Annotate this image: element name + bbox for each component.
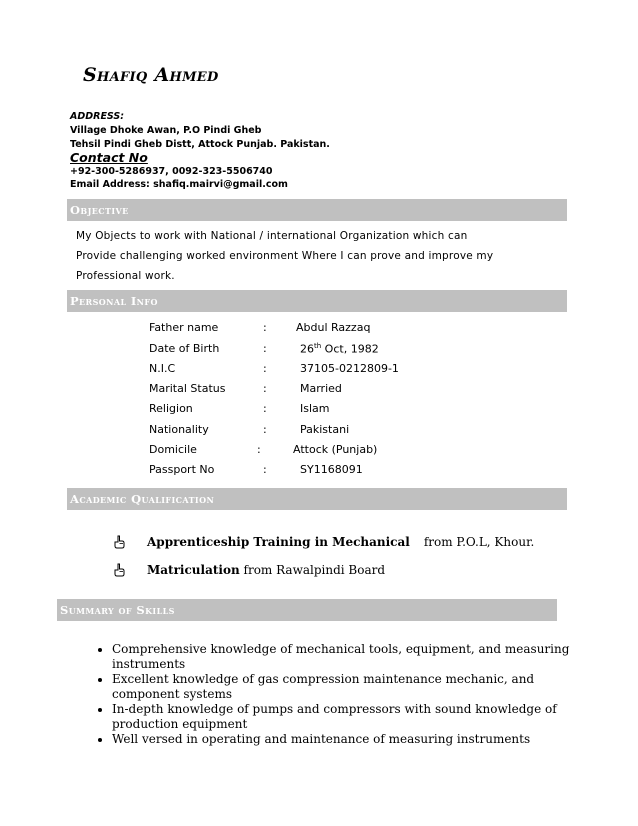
email-address: Email Address: shafiq.mairvi@gmail.com	[70, 179, 288, 190]
personal-value: Islam	[300, 402, 330, 415]
contact-label: Contact No	[70, 150, 148, 165]
personal-value: SY1168091	[300, 463, 363, 476]
skills-section-bar	[57, 599, 557, 621]
personal-label: N.I.C	[149, 362, 176, 375]
skill-item: • Excellent knowledge of gas compression maintenance mechanic, and component systems	[112, 672, 602, 702]
skills-list	[75, 642, 602, 747]
personal-colon: :	[263, 362, 267, 375]
pointing-hand-icon	[113, 535, 125, 549]
personal-colon: :	[263, 321, 267, 334]
personal-value: 37105-0212809-1	[300, 362, 399, 375]
personal-label: Nationality	[149, 423, 209, 436]
address-line-1: Village Dhoke Awan, P.O Pindi Gheb	[70, 125, 262, 136]
academic-item: Matriculation from Rawalpindi Board	[147, 563, 386, 577]
personal-colon: :	[263, 402, 267, 415]
objective-line: Provide challenging worked environment Where I can prove and improve my	[76, 250, 494, 262]
personal-value: Married	[300, 382, 342, 395]
personal-label: Domicile	[149, 443, 197, 456]
skills-title: Summary of Skills	[60, 603, 175, 617]
personal-colon: :	[257, 443, 261, 456]
personal-info-section-bar	[67, 290, 567, 312]
skill-item: • In-depth knowledge of pumps and compressors with sound knowledge of production equipment	[112, 702, 602, 732]
academic-item: Apprenticeship Training in Mechanical from P.O.L, Khour.	[147, 535, 535, 549]
personal-colon: :	[263, 423, 267, 436]
candidate-name: Shafiq Ahmed	[83, 64, 219, 86]
address-line-2: Tehsil Pindi Gheb Distt, Attock Punjab. Pakistan.	[70, 139, 330, 150]
pointing-hand-icon	[113, 563, 125, 577]
objective-section-bar	[67, 199, 567, 221]
skill-item: • Comprehensive knowledge of mechanical tools, equipment, and measuring instruments	[112, 642, 602, 672]
personal-colon: :	[263, 382, 267, 395]
academic-title: Academic Qualification	[70, 492, 215, 506]
objective-title: Objective	[70, 203, 129, 217]
objective-line: My Objects to work with National / international Organization which can	[76, 230, 468, 242]
personal-info-title: Personal Info	[70, 294, 158, 308]
personal-value: 26th Oct, 1982	[300, 342, 379, 356]
personal-label: Marital Status	[149, 382, 226, 395]
objective-line: Professional work.	[76, 270, 175, 282]
academic-section-bar	[67, 488, 567, 510]
address-label: ADDRESS:	[70, 111, 125, 122]
personal-label: Religion	[149, 402, 193, 415]
personal-label: Father name	[149, 321, 219, 334]
personal-colon: :	[263, 463, 267, 476]
personal-label: Passport No	[149, 463, 215, 476]
skill-item: • Well versed in operating and maintenance of measuring instruments	[112, 732, 602, 747]
personal-value: Abdul Razzaq	[296, 321, 371, 334]
personal-value: Attock (Punjab)	[293, 443, 378, 456]
personal-value: Pakistani	[300, 423, 350, 436]
phone-numbers: +92-300-5286937, 0092-323-5506740	[70, 166, 273, 177]
personal-label: Date of Birth	[149, 342, 220, 355]
personal-colon: :	[263, 342, 267, 355]
